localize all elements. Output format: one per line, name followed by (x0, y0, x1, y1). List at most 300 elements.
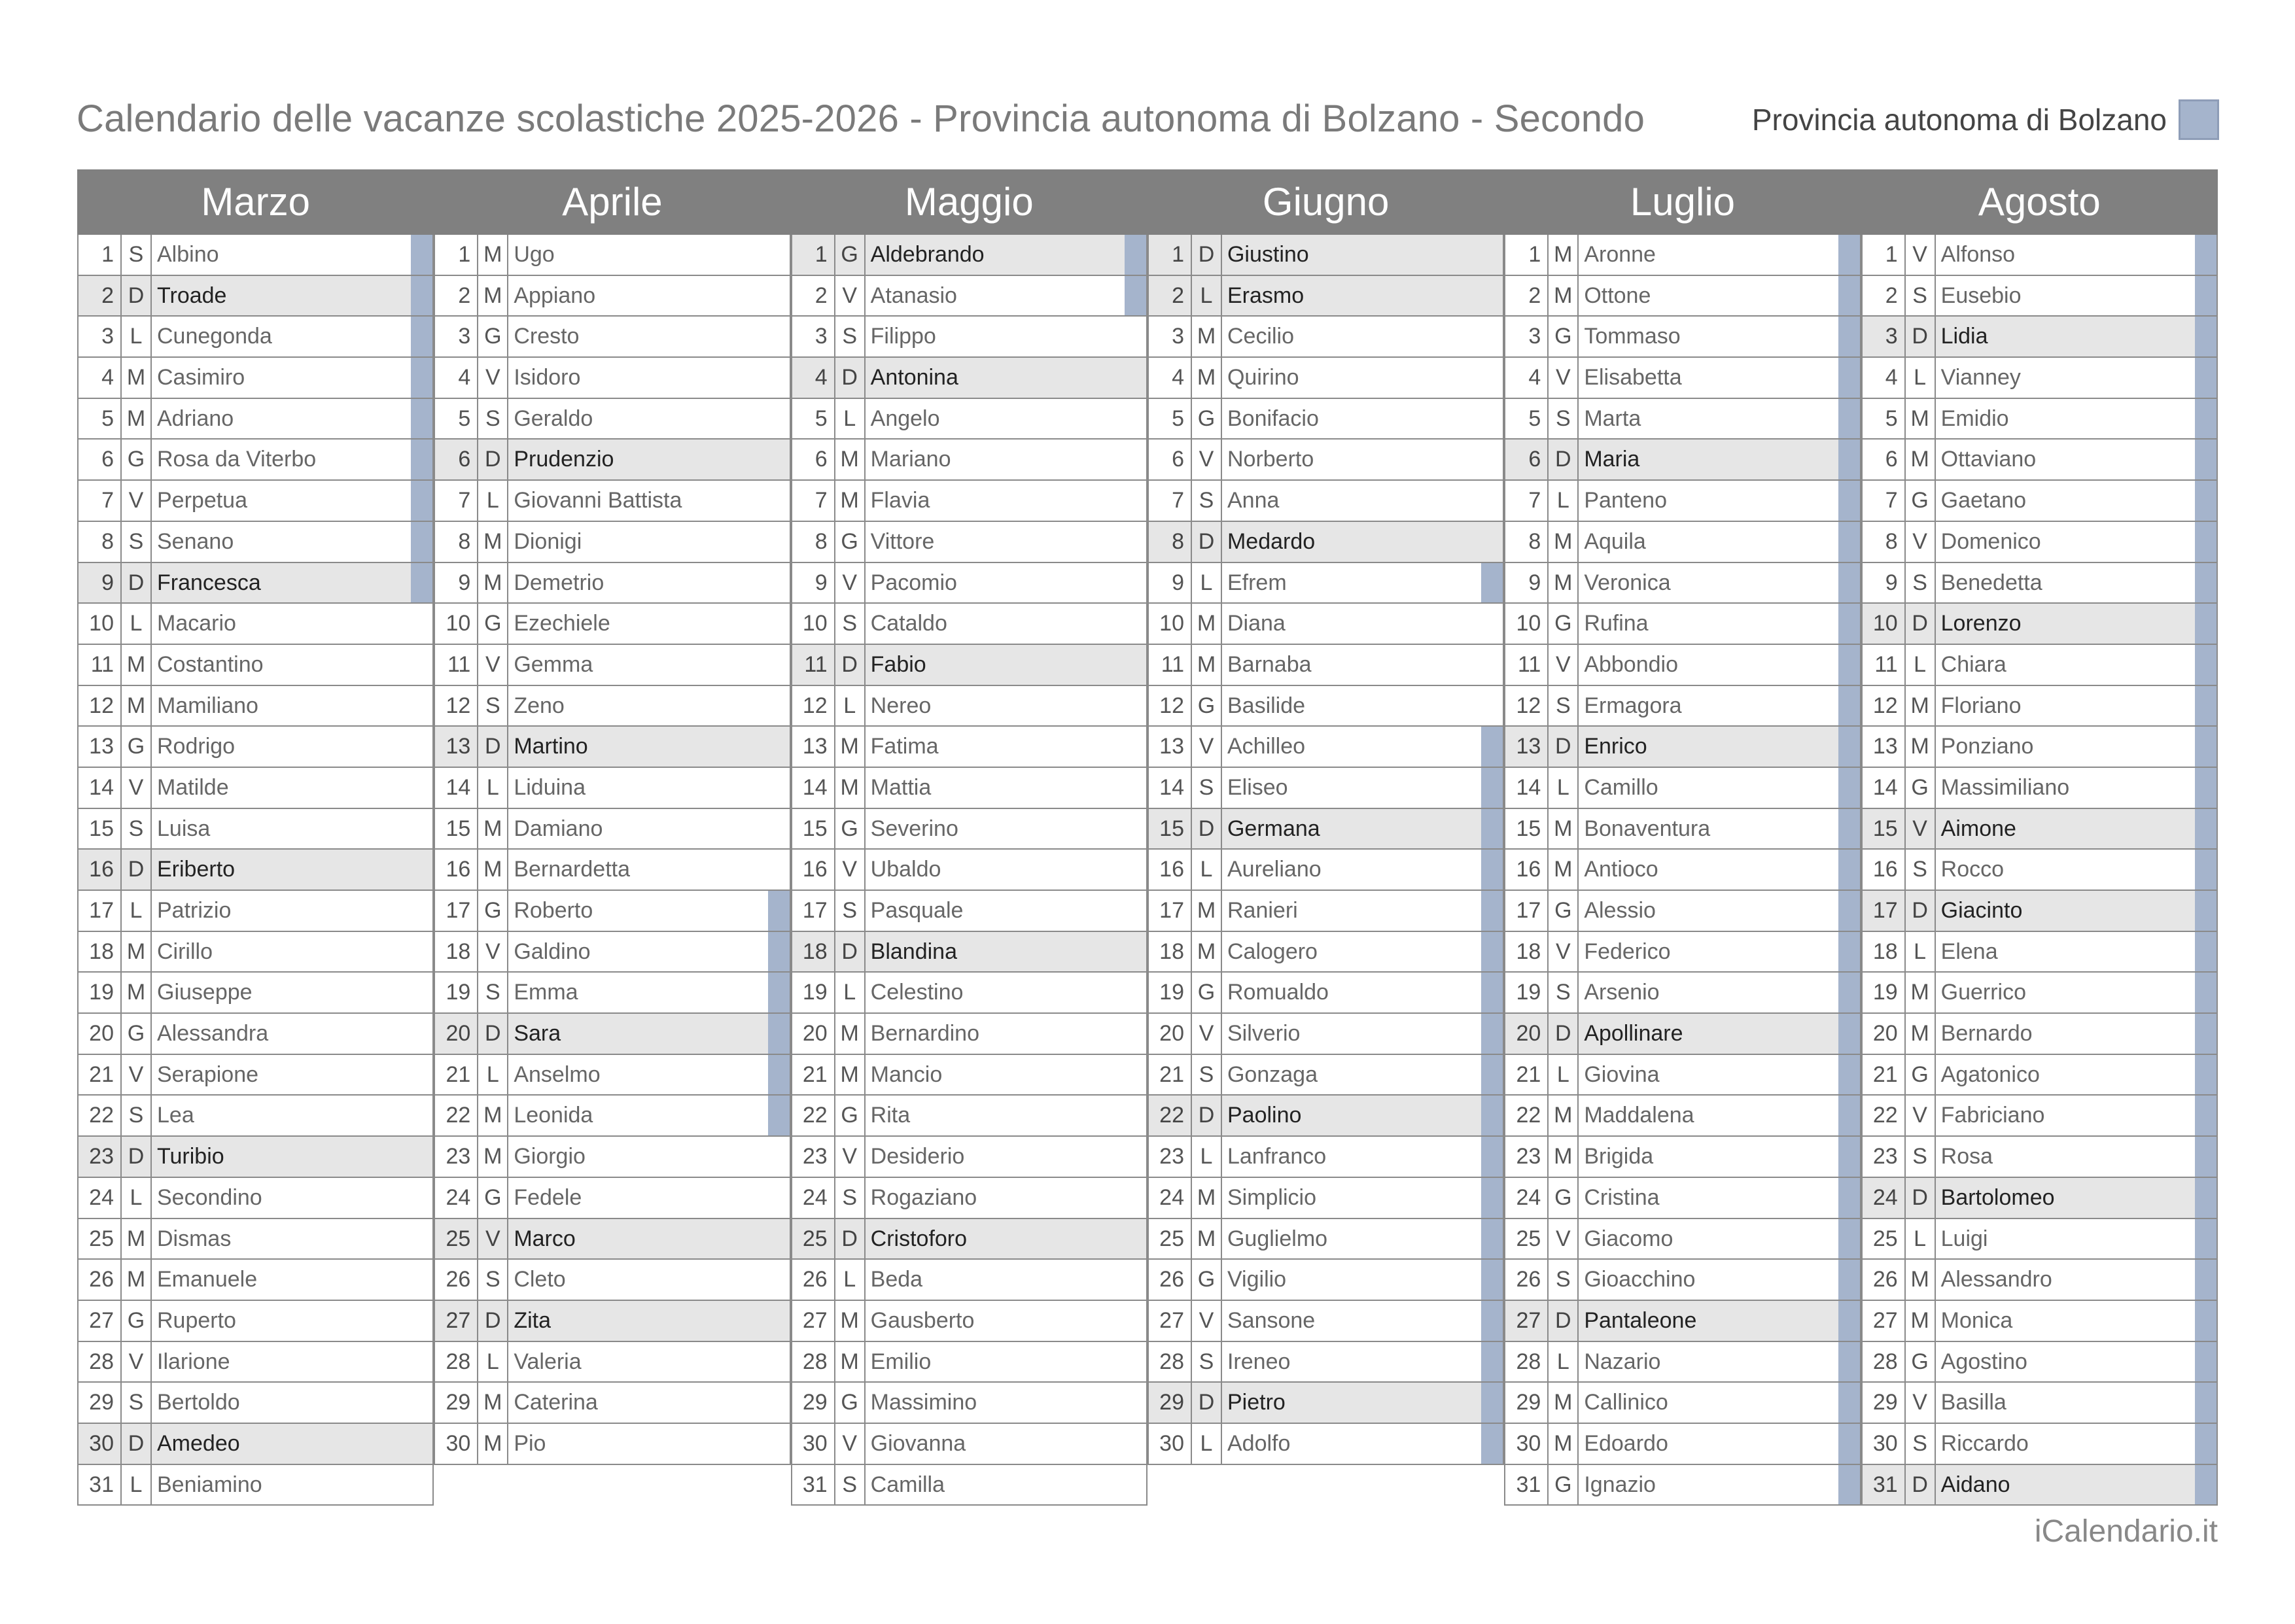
footer-brand: iCalendario.it (2034, 1514, 2218, 1549)
saint-name: Norberto (1227, 447, 1314, 472)
weekday-letter: G (1906, 1055, 1936, 1095)
day-row (1863, 1465, 2218, 1506)
day-row (1505, 358, 1861, 399)
weekday-letter: D (478, 727, 508, 767)
day-row (1505, 317, 1861, 358)
day-number: 20 (1149, 1014, 1192, 1054)
holiday-marker (1838, 645, 1860, 685)
holiday-marker (1838, 481, 1860, 521)
weekday-letter: L (1192, 563, 1222, 603)
saint-name: Calogero (1227, 939, 1318, 964)
saint-name: Medardo (1227, 528, 1316, 554)
saint-name: Enrico (1584, 734, 1647, 759)
day-list (77, 235, 434, 1506)
saint-name: Ponziano (1940, 734, 2034, 759)
day-number: 19 (1863, 973, 1906, 1012)
weekday-letter: M (1192, 358, 1222, 398)
day-row (792, 1301, 1148, 1342)
day-row (79, 1219, 434, 1260)
holiday-marker (1481, 727, 1503, 767)
saint-name: Gonzaga (1227, 1062, 1318, 1087)
saint-name: Bonaventura (1584, 816, 1711, 841)
weekday-letter: D (835, 358, 866, 398)
day-row (1505, 1424, 1861, 1465)
weekday-letter: D (1906, 891, 1936, 931)
weekday-letter: L (1549, 1342, 1579, 1382)
weekday-letter: S (1906, 276, 1936, 316)
saint-name: Cunegonda (157, 324, 272, 349)
weekday-letter: M (1906, 1014, 1936, 1054)
day-number: 5 (1505, 399, 1549, 439)
saint-name: Elisabetta (1584, 365, 1682, 390)
day-row (1149, 1301, 1504, 1342)
weekday-letter: S (835, 891, 866, 931)
day-row (1863, 686, 2218, 727)
holiday-marker (2195, 850, 2216, 890)
day-number: 7 (1505, 481, 1549, 521)
day-row (792, 1096, 1148, 1137)
weekday-letter: V (835, 1137, 866, 1177)
day-number: 12 (1505, 686, 1549, 726)
weekday-letter: M (1906, 686, 1936, 726)
saint-name: Gaetano (1940, 488, 2027, 513)
day-number: 18 (435, 932, 478, 972)
saint-name: Mancio (870, 1062, 943, 1087)
day-number: 16 (1863, 850, 1906, 890)
weekday-letter: L (1549, 1055, 1579, 1095)
day-row (79, 276, 434, 317)
weekday-letter: M (478, 1424, 508, 1464)
weekday-letter: G (1906, 481, 1936, 521)
day-number: 30 (435, 1424, 478, 1464)
day-row (1505, 727, 1861, 768)
day-number: 27 (435, 1301, 478, 1341)
saint-name: Filippo (870, 324, 936, 349)
holiday-marker (2195, 563, 2216, 603)
holiday-marker (2195, 1219, 2216, 1259)
day-row (1505, 276, 1861, 317)
day-row (79, 809, 434, 850)
weekday-letter: L (478, 1342, 508, 1382)
saint-name: Massimiliano (1940, 774, 2070, 800)
saint-name: Giuseppe (157, 980, 253, 1005)
holiday-marker (411, 563, 432, 603)
holiday-marker (1838, 1465, 1860, 1505)
saint-name: Celestino (870, 980, 964, 1005)
saint-name: Macario (157, 611, 236, 636)
day-row (435, 768, 790, 809)
weekday-letter: S (1549, 399, 1579, 439)
saint-name: Serapione (157, 1062, 259, 1087)
holiday-marker (1838, 1301, 1860, 1341)
saint-name: Leonida (514, 1103, 593, 1128)
day-number: 13 (1505, 727, 1549, 767)
day-row (1149, 563, 1504, 604)
day-row (1863, 522, 2218, 563)
day-number: 28 (1505, 1342, 1549, 1382)
day-row (79, 1424, 434, 1465)
holiday-marker (411, 235, 432, 275)
day-row (1863, 358, 2218, 399)
day-number: 21 (1149, 1055, 1192, 1095)
saint-name: Ottaviano (1940, 447, 2037, 472)
day-number: 16 (1505, 850, 1549, 890)
day-number: 3 (435, 317, 478, 356)
day-row (1149, 809, 1504, 850)
holiday-marker (2195, 399, 2216, 439)
weekday-letter: V (835, 563, 866, 603)
day-row (792, 645, 1148, 686)
saint-name: Mattia (870, 774, 932, 800)
weekday-letter: M (1192, 645, 1222, 685)
day-row (1863, 235, 2218, 276)
day-number: 15 (79, 809, 122, 849)
day-number: 22 (1505, 1096, 1549, 1135)
day-row (1149, 317, 1504, 358)
day-number: 18 (1505, 932, 1549, 972)
day-row (79, 686, 434, 727)
weekday-letter: S (1549, 1260, 1579, 1300)
day-number: 11 (792, 645, 835, 685)
day-row (435, 727, 790, 768)
day-row (1505, 768, 1861, 809)
day-number: 26 (792, 1260, 835, 1300)
day-number: 20 (1505, 1014, 1549, 1054)
month-header: Agosto (1861, 169, 2218, 235)
saint-name: Roberto (514, 898, 593, 923)
day-row (1505, 1096, 1861, 1137)
weekday-letter: D (122, 563, 152, 603)
weekday-letter: V (1906, 522, 1936, 562)
day-row (1863, 850, 2218, 891)
day-number: 5 (435, 399, 478, 439)
saint-name: Tommaso (1584, 324, 1681, 349)
weekday-letter: G (122, 440, 152, 479)
day-row (1149, 399, 1504, 440)
weekday-letter: G (1549, 317, 1579, 356)
weekday-letter: V (478, 1219, 508, 1259)
day-list (791, 235, 1148, 1506)
saint-name: Aquila (1584, 528, 1646, 554)
legend-swatch (2179, 99, 2219, 140)
saint-name: Camillo (1584, 774, 1658, 800)
day-number: 16 (1149, 850, 1192, 890)
day-number: 22 (79, 1096, 122, 1135)
day-number: 22 (1149, 1096, 1192, 1135)
weekday-letter: L (1906, 645, 1936, 685)
holiday-marker (1838, 973, 1860, 1012)
day-number: 24 (435, 1178, 478, 1218)
weekday-letter: D (1192, 1096, 1222, 1135)
day-number: 15 (1149, 809, 1192, 849)
day-number: 24 (792, 1178, 835, 1218)
day-number: 17 (792, 891, 835, 931)
weekday-letter: M (1906, 399, 1936, 439)
day-number: 31 (792, 1465, 835, 1505)
day-number: 10 (1149, 604, 1192, 644)
saint-name: Luigi (1940, 1226, 1988, 1251)
day-number: 20 (792, 1014, 835, 1054)
day-row (1505, 1014, 1861, 1055)
day-number: 27 (1505, 1301, 1549, 1341)
day-number: 7 (1863, 481, 1906, 521)
saint-name: Guerrico (1940, 980, 2027, 1005)
holiday-marker (2195, 317, 2216, 356)
day-number: 25 (1505, 1219, 1549, 1259)
saint-name: Gausberto (870, 1307, 975, 1333)
day-number: 25 (792, 1219, 835, 1259)
saint-name: Cristina (1584, 1184, 1660, 1210)
day-row (1149, 1342, 1504, 1383)
day-row (792, 235, 1148, 276)
saint-name: Veronica (1584, 570, 1671, 595)
day-number: 13 (1149, 727, 1192, 767)
day-number: 3 (1863, 317, 1906, 356)
weekday-letter: M (1192, 1178, 1222, 1218)
weekday-letter: M (1549, 235, 1579, 275)
weekday-letter: G (1906, 768, 1936, 808)
saint-name: Abbondio (1584, 651, 1678, 677)
saint-name: Fatima (870, 734, 939, 759)
day-row (1149, 686, 1504, 727)
day-row (435, 604, 790, 645)
day-number: 20 (79, 1014, 122, 1054)
day-row (792, 604, 1148, 645)
weekday-letter: M (1192, 604, 1222, 644)
day-row (1863, 440, 2218, 481)
saint-name: Giacomo (1584, 1226, 1673, 1251)
day-number: 20 (435, 1014, 478, 1054)
saint-name: Emidio (1940, 406, 2009, 431)
saint-name: Giovanni Battista (514, 488, 682, 513)
weekday-letter: G (1549, 1178, 1579, 1218)
weekday-letter: L (835, 973, 866, 1012)
day-row (1149, 891, 1504, 932)
weekday-letter: L (122, 1465, 152, 1505)
holiday-marker (2195, 235, 2216, 275)
saint-name: Matilde (157, 774, 229, 800)
weekday-letter: M (478, 850, 508, 890)
weekday-letter: D (478, 1301, 508, 1341)
day-number: 4 (1149, 358, 1192, 398)
day-row (1863, 973, 2218, 1014)
saint-name: Maria (1584, 447, 1640, 472)
day-number: 17 (79, 891, 122, 931)
saint-name: Perpetua (157, 488, 247, 513)
saint-name: Desiderio (870, 1144, 965, 1169)
weekday-letter: L (1906, 932, 1936, 972)
holiday-marker (2195, 1465, 2216, 1505)
weekday-letter: G (478, 317, 508, 356)
holiday-marker (2195, 727, 2216, 767)
saint-name: Gioacchino (1584, 1267, 1696, 1292)
saint-name: Secondino (157, 1184, 262, 1210)
holiday-marker (1481, 1301, 1503, 1341)
weekday-letter: V (1192, 1014, 1222, 1054)
saint-name: Aimone (1940, 816, 2016, 841)
weekday-letter: V (122, 481, 152, 521)
day-number: 30 (1149, 1424, 1192, 1464)
month-header: Luglio (1504, 169, 1861, 235)
saint-name: Elena (1940, 939, 1998, 964)
day-row (79, 1178, 434, 1219)
holiday-marker (1838, 276, 1860, 316)
holiday-marker (768, 891, 790, 931)
day-row (792, 522, 1148, 563)
weekday-letter: G (1906, 1342, 1936, 1382)
weekday-letter: L (835, 686, 866, 726)
day-row (1863, 563, 2218, 604)
day-list (1861, 235, 2218, 1506)
holiday-marker (1838, 563, 1860, 603)
day-row (79, 440, 434, 481)
saint-name: Angelo (870, 406, 940, 431)
day-number: 4 (1863, 358, 1906, 398)
saint-name: Zita (514, 1307, 552, 1333)
day-number: 29 (79, 1383, 122, 1423)
day-row (1149, 932, 1504, 973)
day-row (435, 645, 790, 686)
day-number: 8 (1863, 522, 1906, 562)
day-number: 22 (435, 1096, 478, 1135)
saint-name: Cleto (514, 1267, 566, 1292)
weekday-letter: L (478, 768, 508, 808)
day-number: 12 (792, 686, 835, 726)
day-row (1505, 481, 1861, 522)
saint-name: Aidano (1940, 1472, 2010, 1497)
holiday-marker (1481, 1260, 1503, 1300)
weekday-letter: L (1906, 358, 1936, 398)
day-row (79, 522, 434, 563)
day-number: 4 (1505, 358, 1549, 398)
saint-name: Arsenio (1584, 980, 1660, 1005)
day-row (79, 604, 434, 645)
saint-name: Gemma (514, 651, 593, 677)
weekday-letter: M (1906, 1301, 1936, 1341)
saint-name: Chiara (1940, 651, 2006, 677)
saint-name: Beniamino (157, 1472, 262, 1497)
weekday-letter: L (478, 481, 508, 521)
saint-name: Blandina (870, 939, 957, 964)
weekday-letter: V (1192, 1301, 1222, 1341)
saint-name: Giorgio (514, 1144, 586, 1169)
day-row (435, 1260, 790, 1301)
day-row (792, 1342, 1148, 1383)
saint-name: Romualdo (1227, 980, 1329, 1005)
holiday-marker (2195, 932, 2216, 972)
saint-name: Ilarione (157, 1349, 230, 1374)
day-row (79, 727, 434, 768)
day-number: 29 (792, 1383, 835, 1423)
day-number: 6 (1505, 440, 1549, 479)
weekday-letter: M (1906, 727, 1936, 767)
day-number: 12 (1149, 686, 1192, 726)
day-number: 6 (1149, 440, 1192, 479)
weekday-letter: M (478, 1137, 508, 1177)
day-number: 18 (79, 932, 122, 972)
day-row (792, 932, 1148, 973)
day-row (792, 686, 1148, 727)
saint-name: Lanfranco (1227, 1144, 1327, 1169)
weekday-letter: M (1192, 932, 1222, 972)
day-number: 2 (792, 276, 835, 316)
day-list (1148, 235, 1504, 1465)
saint-name: Basilide (1227, 693, 1306, 718)
day-number: 3 (792, 317, 835, 356)
day-row (792, 440, 1148, 481)
weekday-letter: S (478, 973, 508, 1012)
weekday-letter: G (835, 1096, 866, 1135)
day-number: 21 (79, 1055, 122, 1095)
month-header: Marzo (77, 169, 434, 235)
day-row (435, 276, 790, 317)
weekday-letter: D (835, 932, 866, 972)
weekday-letter: S (835, 1178, 866, 1218)
day-number: 22 (1863, 1096, 1906, 1135)
weekday-letter: V (835, 276, 866, 316)
day-number: 1 (1505, 235, 1549, 275)
weekday-letter: S (1906, 850, 1936, 890)
day-row (435, 1219, 790, 1260)
weekday-letter: D (478, 440, 508, 479)
weekday-letter: V (1549, 358, 1579, 398)
day-number: 18 (792, 932, 835, 972)
day-row (792, 1383, 1148, 1424)
weekday-letter: S (1192, 481, 1222, 521)
saint-name: Efrem (1227, 570, 1287, 595)
saint-name: Diana (1227, 611, 1286, 636)
holiday-marker (1838, 1383, 1860, 1423)
weekday-letter: G (122, 1301, 152, 1341)
day-number: 31 (1505, 1465, 1549, 1505)
holiday-marker (1838, 235, 1860, 275)
weekday-letter: M (122, 932, 152, 972)
saint-name: Guglielmo (1227, 1226, 1328, 1251)
holiday-marker (411, 358, 432, 398)
saint-name: Floriano (1940, 693, 2022, 718)
day-number: 8 (1505, 522, 1549, 562)
saint-name: Pantaleone (1584, 1307, 1697, 1333)
day-row (1149, 1055, 1504, 1096)
day-row (1505, 1055, 1861, 1096)
day-number: 6 (792, 440, 835, 479)
holiday-marker (1838, 727, 1860, 767)
weekday-letter: L (122, 604, 152, 644)
saint-name: Nereo (870, 693, 932, 718)
day-row (79, 399, 434, 440)
weekday-letter: M (478, 235, 508, 275)
saint-name: Eusebio (1940, 283, 2022, 308)
day-row (1863, 604, 2218, 645)
holiday-marker (2195, 1014, 2216, 1054)
holiday-marker (1838, 1260, 1860, 1300)
day-row (435, 973, 790, 1014)
weekday-letter: G (1192, 1260, 1222, 1300)
weekday-letter: M (122, 973, 152, 1012)
holiday-marker (1481, 850, 1503, 890)
holiday-marker (1838, 1178, 1860, 1218)
day-row (79, 932, 434, 973)
saint-name: Paolino (1227, 1103, 1302, 1128)
day-number: 12 (435, 686, 478, 726)
day-number: 28 (435, 1342, 478, 1382)
day-row (792, 768, 1148, 809)
holiday-marker (1838, 932, 1860, 972)
saint-name: Bernardo (1940, 1021, 2033, 1046)
holiday-marker (1125, 235, 1146, 275)
day-number: 8 (792, 522, 835, 562)
holiday-marker (1481, 768, 1503, 808)
